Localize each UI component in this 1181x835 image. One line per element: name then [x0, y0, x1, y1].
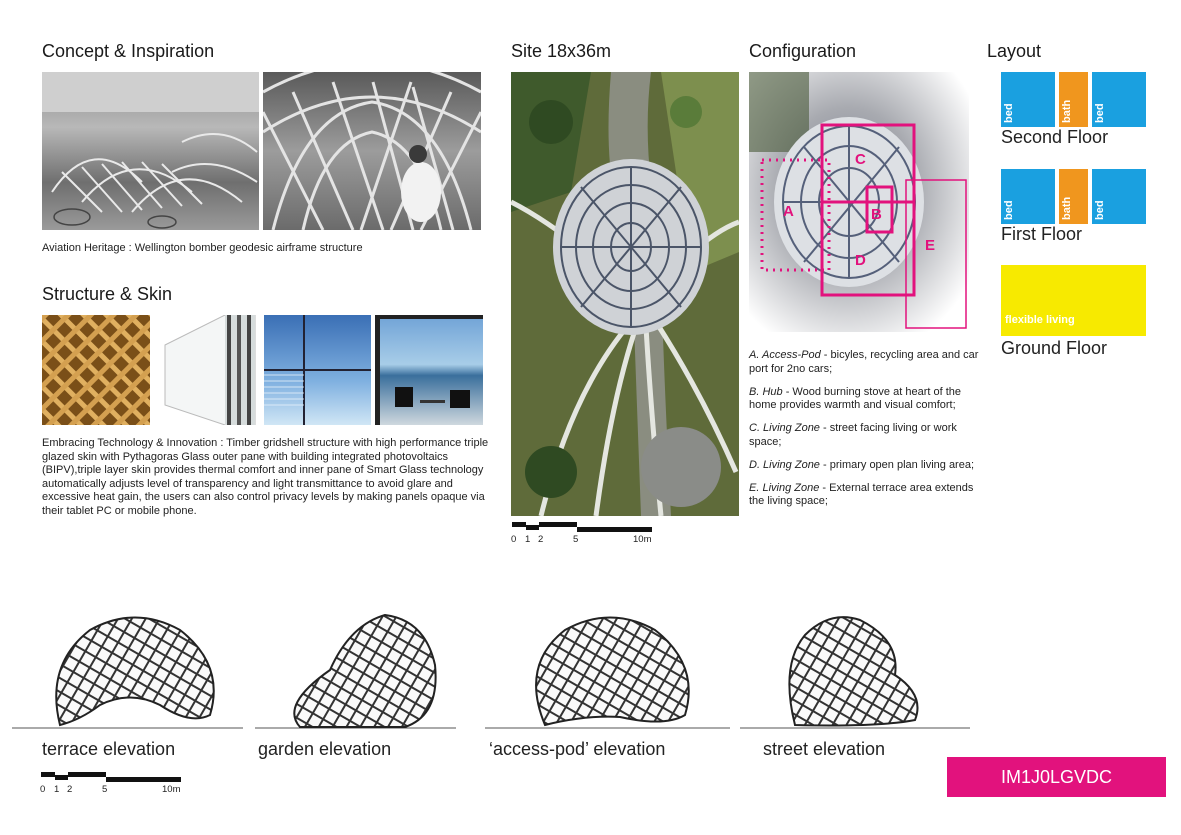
- config-item-text: - External terrace area extends the living space;: [749, 481, 974, 507]
- elevation-drawings: [0, 595, 1000, 735]
- room-label: bath: [1061, 99, 1073, 123]
- site-heading: Site 18x36m: [511, 41, 612, 61]
- elevation-label: terrace elevation: [42, 739, 176, 759]
- room-bed: [1092, 72, 1146, 127]
- layout-heading: Layout: [987, 41, 1042, 61]
- site-scale-bar: [512, 522, 652, 544]
- elevation-label: garden elevation: [258, 739, 392, 759]
- first-floor-plan: [1001, 169, 1146, 224]
- zone-letter-a: A: [783, 203, 794, 220]
- scale-label: 0: [511, 534, 517, 545]
- config-item-text: - primary open plan living area;: [819, 458, 975, 471]
- room-bed: [1001, 169, 1055, 224]
- configuration-list: [749, 349, 979, 518]
- room-label: bed: [1003, 103, 1015, 123]
- wellington-factory-photo: [42, 72, 259, 230]
- scale-label: 2: [538, 534, 544, 545]
- config-item-title: A. Access-Pod: [749, 349, 821, 361]
- config-item-a: [749, 349, 979, 376]
- config-item-title: B. Hub: [749, 385, 783, 398]
- room-label: bed: [1094, 200, 1106, 220]
- room-bath: [1059, 72, 1088, 127]
- zone-letter-d: D: [855, 252, 866, 269]
- configuration-heading: Configuration: [749, 41, 857, 61]
- config-item-text: - street facing living or work space;: [749, 422, 957, 448]
- structure-heading: Structure & Skin: [42, 284, 173, 304]
- zone-letter-e: E: [925, 237, 936, 254]
- config-item-text: - Wood burning stove at heart of the home provides warmth and visual comfort;: [749, 385, 961, 411]
- airframe-interior-photo: [263, 72, 481, 230]
- submission-id-badge: IM1J0LGVDC: [947, 757, 1166, 797]
- room-bath: [1059, 169, 1088, 224]
- room-bed: [1092, 169, 1146, 224]
- sea-view-interior-photo: [375, 315, 483, 425]
- config-item-e: [749, 482, 979, 509]
- zone-letter-c: C: [855, 151, 866, 168]
- config-item-title: D. Living Zone: [749, 458, 820, 471]
- config-item-title: C. Living Zone: [749, 422, 820, 434]
- smart-glass-facade-photo: [264, 315, 371, 425]
- structure-caption: Embracing Technology & Innovation : Timber gridshell structure with high performance triple glazed skin with Pythagoras Glass outer pane with building integrated photovoltaics (BIPV),triple layer skin provides thermal comfort and inner pane of Smart Glass technology automatically adjusts level of transparency and light transmittance to avoid glare and excessive heat gain, the users can also control privacy levels by making panels opaque via their tablet PC or mobile phone.: [42, 437, 489, 517]
- triple-glazing-section-photo: [155, 315, 261, 425]
- elevation-label: street elevation: [763, 739, 886, 759]
- first-floor-label: First Floor: [1001, 224, 1082, 244]
- scale-label: 10m: [162, 784, 181, 795]
- room-label: bed: [1003, 200, 1015, 220]
- room-label: bed: [1094, 103, 1106, 123]
- concept-caption: Aviation Heritage : Wellington bomber geodesic airframe structure: [42, 242, 363, 254]
- configuration-diagram: [749, 72, 969, 332]
- timber-gridshell-photo: [42, 315, 150, 425]
- second-floor-label: Second Floor: [1001, 127, 1109, 147]
- config-item-d: [749, 459, 979, 473]
- room-bed: [1001, 72, 1055, 127]
- config-item-text: - bicyles, recycling area and car port for 2no cars;: [749, 349, 979, 375]
- site-plan-image: [511, 72, 739, 516]
- scale-label: 0: [40, 784, 46, 795]
- ground-floor-plan: [1001, 265, 1146, 336]
- concept-heading: Concept & Inspiration: [42, 41, 215, 61]
- scale-label: 2: [67, 784, 73, 795]
- scale-label: 5: [102, 784, 108, 795]
- scale-label: 1: [54, 784, 60, 795]
- ground-floor-label: Ground Floor: [1001, 338, 1108, 358]
- room-label: bath: [1061, 196, 1073, 220]
- second-floor-plan: [1001, 72, 1146, 127]
- config-item-c: [749, 422, 979, 449]
- config-item-b: [749, 386, 979, 413]
- scale-label: 5: [573, 534, 579, 545]
- elevation-label: ‘access-pod’ elevation: [489, 739, 666, 759]
- elevation-scale-bar: [41, 772, 181, 794]
- config-item-title: E. Living Zone: [749, 481, 820, 494]
- zone-letter-b: B: [871, 206, 882, 223]
- scale-label: 1: [525, 534, 531, 545]
- room-label: flexible living: [1005, 314, 1075, 326]
- scale-label: 10m: [633, 534, 652, 545]
